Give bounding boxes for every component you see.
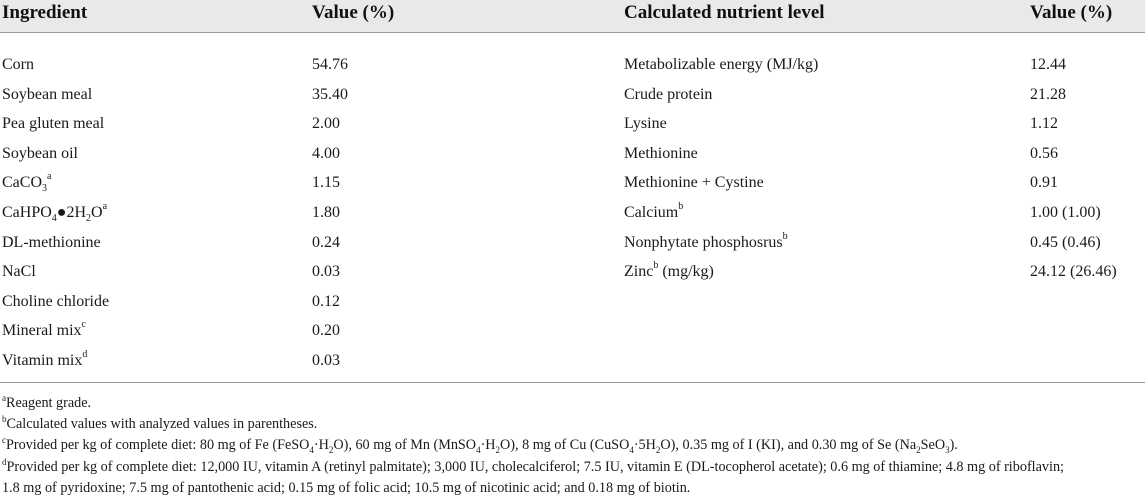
footnote-text: Provided per kg of complete diet: 12,000 IU, vitamin A (retinyl palmitate); 3,000 IU, cholecalciferol; 7.5 IU, vitamin E (DL-tocopherol acetate); 0.6 mg of thiamine; 4.8 mg of riboflavin; bbox=[6, 459, 1064, 475]
footnote-line bbox=[2, 458, 1064, 476]
footnote-marker: d bbox=[2, 457, 7, 468]
footnote-text: ). bbox=[949, 437, 958, 453]
footnote-marker: c bbox=[2, 435, 6, 446]
name-text: Lysine bbox=[624, 115, 667, 132]
subscript: 2 bbox=[328, 444, 334, 455]
footnote-text: O), 0.35 mg of I (KI), and 0.30 mg of Se (Na bbox=[660, 437, 917, 453]
name-text: ●2H bbox=[56, 204, 86, 221]
ingredient-name bbox=[2, 200, 108, 225]
nutrient-value: 24.12 (26.46) bbox=[1030, 263, 1117, 280]
subscript: 4 bbox=[51, 213, 57, 225]
nutrient-name bbox=[624, 173, 764, 193]
nutrient-value: 1.12 bbox=[1030, 115, 1058, 132]
table-header-row bbox=[0, 0, 1145, 32]
name-text: Mineral mix bbox=[2, 322, 82, 339]
ingredient-name bbox=[2, 114, 104, 134]
ingredient-value: 2.00 bbox=[312, 115, 340, 132]
nutrient-value: 0.45 (0.46) bbox=[1030, 234, 1101, 251]
name-text: O bbox=[91, 204, 103, 221]
nutrient-value: 0.91 bbox=[1030, 174, 1058, 191]
header-value-right: Value (%) bbox=[1030, 2, 1113, 23]
footnote-line bbox=[2, 479, 690, 497]
footnote-text: 1.8 mg of pyridoxine; 7.5 mg of pantothenic acid; 0.15 mg of folic acid; 10.5 mg of nicotinic acid; and 0.18 mg of biotin. bbox=[2, 480, 691, 496]
name-text: CaHPO bbox=[2, 204, 52, 221]
name-text: Zinc bbox=[624, 263, 654, 280]
ingredient-value: 1.15 bbox=[312, 174, 340, 191]
ingredient-value: 4.00 bbox=[312, 145, 340, 162]
ingredient-value: 35.40 bbox=[312, 86, 348, 103]
name-text: DL-methionine bbox=[2, 234, 101, 251]
footnote-text: SeO bbox=[920, 437, 946, 453]
footnote-line bbox=[2, 436, 958, 454]
ingredient-value: 54.76 bbox=[312, 56, 348, 73]
nutrient-name bbox=[624, 144, 698, 164]
ingredient-value: 0.03 bbox=[312, 263, 340, 280]
footnote-marker: b bbox=[2, 414, 7, 425]
name-text: Soybean oil bbox=[2, 145, 78, 162]
footnote-marker: a bbox=[102, 200, 108, 212]
footnote-marker: c bbox=[81, 318, 86, 330]
subscript: 4 bbox=[476, 444, 481, 455]
name-text: Methionine bbox=[624, 145, 698, 162]
header-nutrient: Calculated nutrient level bbox=[624, 2, 825, 23]
nutrient-value: 12.44 bbox=[1030, 56, 1066, 73]
nutrient-name bbox=[624, 114, 667, 134]
footnote-text: O), 8 mg of Cu (CuSO bbox=[500, 437, 630, 453]
subscript: 2 bbox=[916, 444, 921, 455]
footnote-marker: b bbox=[782, 230, 788, 242]
name-text: Methionine + Cystine bbox=[624, 174, 764, 191]
footnote-line bbox=[2, 415, 317, 433]
subscript: 3 bbox=[42, 183, 47, 195]
footnote-text: ·H bbox=[313, 437, 329, 453]
nutrient-name bbox=[624, 85, 712, 105]
name-text: Soybean meal bbox=[2, 86, 93, 103]
nutrient-value: 1.00 (1.00) bbox=[1030, 204, 1101, 221]
subscript: 2 bbox=[495, 444, 501, 455]
nutrient-value: 0.56 bbox=[1030, 145, 1058, 162]
ingredient-value: 0.03 bbox=[312, 352, 340, 369]
subscript: 2 bbox=[655, 444, 661, 455]
name-text: Crude protein bbox=[624, 86, 713, 103]
ingredient-name bbox=[2, 292, 109, 312]
ingredient-name bbox=[2, 170, 52, 195]
ingredient-name bbox=[2, 318, 86, 341]
ingredient-value: 1.80 bbox=[312, 204, 340, 221]
footnote-marker: b bbox=[653, 259, 659, 271]
footnote-marker: a bbox=[47, 170, 52, 182]
footnote-text: ·5H bbox=[633, 437, 656, 453]
name-text: Pea gluten meal bbox=[2, 115, 105, 132]
ingredient-name bbox=[2, 233, 101, 253]
name-text: NaCl bbox=[2, 263, 36, 280]
name-text: Corn bbox=[2, 56, 34, 73]
nutrient-name bbox=[624, 230, 788, 253]
ingredient-value: 0.24 bbox=[312, 234, 340, 251]
name-text: Vitamin mix bbox=[2, 352, 83, 369]
footnote-marker: d bbox=[82, 348, 88, 360]
nutrient-name bbox=[624, 55, 818, 75]
footnote-marker: a bbox=[2, 393, 6, 404]
header-value-left: Value (%) bbox=[312, 2, 395, 23]
name-text: (mg/kg) bbox=[658, 263, 714, 280]
name-text: Calcium bbox=[624, 204, 679, 221]
subscript: 2 bbox=[86, 213, 91, 225]
nutrient-name bbox=[624, 259, 714, 282]
header-ingredient: Ingredient bbox=[2, 2, 88, 23]
header-rule bbox=[0, 32, 1145, 33]
nutrient-name bbox=[624, 200, 684, 223]
ingredient-name bbox=[2, 55, 34, 75]
footnote-line bbox=[2, 394, 91, 412]
footnote-text: Reagent grade. bbox=[6, 395, 92, 411]
name-text: Metabolizable energy (MJ/kg) bbox=[624, 56, 819, 73]
ingredient-name bbox=[2, 85, 92, 105]
footnote-text: Provided per kg of complete diet: 80 mg of Fe (FeSO bbox=[6, 437, 310, 453]
name-text: Choline chloride bbox=[2, 293, 110, 310]
subscript: 3 bbox=[945, 444, 950, 455]
ingredient-name bbox=[2, 144, 78, 164]
nutrient-value: 21.28 bbox=[1030, 86, 1066, 103]
footnote-text: O), 60 mg of Mn (MnSO bbox=[333, 437, 477, 453]
name-text: CaCO bbox=[2, 174, 42, 191]
ingredient-value: 0.20 bbox=[312, 322, 340, 339]
ingredient-name bbox=[2, 262, 36, 282]
table-bottom-rule bbox=[0, 382, 1145, 383]
ingredient-value: 0.12 bbox=[312, 293, 340, 310]
subscript: 4 bbox=[309, 444, 314, 455]
footnote-text: ·H bbox=[480, 437, 496, 453]
subscript: 4 bbox=[629, 444, 634, 455]
ingredient-name bbox=[2, 348, 88, 371]
footnote-marker: b bbox=[678, 200, 684, 212]
footnote-text: Calculated values with analyzed values in parentheses. bbox=[6, 416, 318, 432]
name-text: Nonphytate phosphosrus bbox=[624, 234, 783, 251]
